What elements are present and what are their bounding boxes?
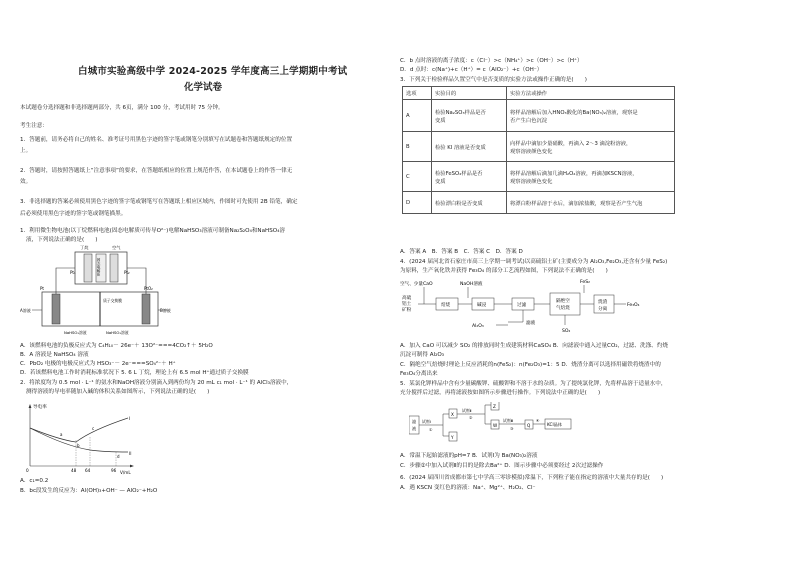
notice-line: 3．非选择题的答案必须使用黑色字迹的签字笔或钢笔写在答题纸上相应区域内，作图时可先使用 2B 铅笔，确定 <box>20 199 298 205</box>
table-cell <box>507 162 675 192</box>
q5-step4: ④ <box>536 418 540 423</box>
notice-line: 效。 <box>20 179 32 185</box>
q4-stem: 4．(2024 届河北省石家庄市高三上学期一调考试)以高硫铝土矿(主要成分为 Al₂O₃,Fe₂O₃,还含有少量 FeS₂) <box>400 259 668 265</box>
flow-filtrate: 滤液 <box>526 321 536 326</box>
flow-filter: 过滤 <box>517 303 527 308</box>
q4-stem: 为原料，生产氧化铁并获得 Fe₃O₄ 的部分工艺流程如图，下列说法不正确的是( ) <box>400 268 608 274</box>
table-cell <box>507 192 675 214</box>
q1-option-b: B．A 溶液是 NaHSO₄ 溶液 <box>20 352 89 358</box>
cell-line: 将漂白粉样品溶于水后，滴加浓盐酸，观察是否产生气泡 <box>510 200 643 207</box>
table-cell: A <box>403 100 432 132</box>
cell-line: 检验FeSO₄样品是否 <box>435 170 483 177</box>
table-cell: D <box>403 192 432 214</box>
notice-line: 2．答题时，请按照答题纸上“注意事项”的要求，在答题纸相应的位置上规范作答，在本试题卷上的作答一律无 <box>20 168 293 174</box>
q2-option-d: D．d 点时：c(Na⁺)+c（H⁺）= c（AlO₂⁻）+c（OH⁻） <box>400 67 543 73</box>
solid-electrolyte-label: 固态电解质 <box>97 258 101 276</box>
q4-option-line: 沉淀可制得 Al₂O₃ <box>400 352 445 358</box>
q5-stem: 充分搅拌后过滤，再将滤液按如图所示步骤进行操作。下列说法中正确的是( ) <box>400 390 601 396</box>
table-cell <box>432 192 507 214</box>
q3-table <box>402 86 675 214</box>
table-row <box>403 192 675 214</box>
point-label: b <box>77 443 80 448</box>
q5-step2: ② <box>469 415 473 420</box>
notice-line: 1．答题前，请务必将自己的姓名、准考证号用黑色字迹的签字笔或钢笔分别填写在试题卷和答题纸规定的位置 <box>20 137 293 143</box>
table-header-row <box>403 87 675 100</box>
chart-origin: 0 <box>26 468 29 473</box>
q4-option-cd: C．隔绝空气焙烧时理论上反应消耗的n(FeS₂)：n(Fe₂O₃)=1：5 D．烧渣分离可以选择用磁铁将烧渣中的 <box>400 362 661 368</box>
notice-line: 上。 <box>20 148 32 154</box>
q2-conductivity-chart <box>20 400 140 476</box>
flow-al2o3: Al₂O₃ <box>472 324 484 329</box>
q5-option-ab: A．常温下起始滤液的pH=7 B．试剂Ⅰ为 Ba(NO₃)₂溶液 <box>400 453 538 459</box>
cell-line: 变质 <box>435 178 446 185</box>
q5-q: Q <box>527 423 531 428</box>
q5-w: W <box>493 423 498 428</box>
cell-line: 检验Na₂SO₃样品是否 <box>435 109 486 116</box>
q5-filtrate: 液 <box>412 426 417 431</box>
flow-naoh: NaOH溶液 <box>460 282 483 287</box>
membrane-label: 质子交换膜 <box>103 298 122 303</box>
table-row <box>403 100 675 132</box>
q6-option-a: A．遇 KSCN 变红色的溶液：Na⁺、Mg²⁺、H₂O₂、Cl⁻ <box>400 485 536 491</box>
flow-alkali: 碱浸 <box>477 303 487 308</box>
q1-stem: 液，下列说法正确的是( ) <box>26 237 98 243</box>
cell-line: 变质 <box>435 117 446 124</box>
table-cell <box>432 100 507 132</box>
pt-left-label: Pt <box>40 286 44 291</box>
q2-option-c: C．b 点时溶液的离子浓度：c（Cl⁻）>c（NH₄⁺）>c（OH⁻）>c（H⁺） <box>400 58 583 64</box>
table-header: 实验方法或操作 <box>507 87 675 100</box>
point-label: a <box>60 432 63 437</box>
flow-separate: 分离 <box>598 307 608 312</box>
q5-reagent2: 试剂Ⅱ <box>462 408 472 413</box>
q1-option-c: C．PbO₂ 电极的电极反应式为 HSO₃⁻－ 2e⁻===SO₄²⁻＋ H⁺ <box>20 361 176 367</box>
cell-line: 向样品中滴加少量硝酸，再滴入 2～3 滴淀粉溶液， <box>510 140 632 147</box>
chart-tick: 48 <box>71 468 77 473</box>
table-cell <box>507 132 675 162</box>
q1-stem: 1．利用微生物电池(以丁烷燃料电池(固态电解质可传导O²⁻)电解NaHSO₃溶液可制备Na₂S₂O₄和NaHSO₄溶 <box>20 228 286 234</box>
q1-electrolysis-figure <box>20 244 180 340</box>
exam-intro: 本试题卷分选择题和非选择题两部分，共 6页，满分 100 分，考试用时 75 分钟。 <box>20 105 224 111</box>
flow-so2: SO₂ <box>562 329 571 334</box>
curve-i <box>30 416 131 442</box>
q4-process-flow <box>400 277 660 339</box>
cell-line: 观察溶液颜色变化 <box>510 148 553 155</box>
q5-step1: ① <box>429 427 433 432</box>
chart-x-label: V/mL <box>120 470 131 475</box>
b-solution-label: B溶液 <box>160 308 171 313</box>
cell-line: 检验漂白粉是否变质 <box>435 200 483 207</box>
pt-right-label: PtO₂ <box>144 286 153 291</box>
chart-y-label: 导电率 <box>33 405 47 410</box>
flow-ore: 矿粉 <box>402 308 412 313</box>
table-cell: C <box>403 162 432 192</box>
q5-purification-flow <box>409 402 579 448</box>
chart-tick: 96 <box>111 468 117 473</box>
q5-stem: 5．某氯化钾样品中含有少量碳酸钾、硫酸钾和不溶于水的杂质。为了提纯氯化钾，先将样品溶于适量水中， <box>400 381 667 387</box>
flow-isolate: 气焙烧 <box>556 306 570 311</box>
cell-line: 否产生白色沉淀 <box>510 117 548 124</box>
table-row <box>403 162 675 192</box>
point-label: d <box>117 454 120 459</box>
q6-stem: 6．(2024 届四川省成都市第七中学高三零诊模拟)常温下，下列粒子能在指定的溶液中大量共存的是( ) <box>400 475 664 481</box>
cell-line: 将样品溶解后滴加几滴H₂O₂溶液，再滴加KSCN溶液， <box>510 170 638 177</box>
q5-step3: ③ <box>510 426 514 431</box>
q5-option-cd: C．步骤②中加入试剂Ⅱ的目的是除去Ba²⁺ D．图示步骤中必须要经过 2次过滤操作 <box>400 463 604 469</box>
air-label: 空气 <box>112 245 121 250</box>
flow-input-top: 空气、少量CaO <box>400 282 433 287</box>
cell-line: 检验 KI 溶液是否变质 <box>435 144 486 151</box>
pt2-label: Pt₂ <box>124 270 130 275</box>
flow-separate: 烧渣 <box>598 300 608 305</box>
a-solution-label: A溶液 <box>20 308 31 313</box>
point-label: c <box>92 426 95 431</box>
curve-label: I <box>129 416 131 421</box>
q2-stem: 测得溶液的导电率随加入碱的体积关系如图所示，下列说法正确的是( ) <box>26 389 210 395</box>
q5-reagent3: 试剂Ⅲ <box>503 418 514 423</box>
q5-x: X <box>451 412 454 417</box>
q5-reagent1: 试剂Ⅰ <box>422 419 431 424</box>
table-cell <box>432 132 507 162</box>
q5-filtrate: 滤 <box>412 419 417 424</box>
q3-stem: 3．下列关于检验样品久置空气中是否变质的实验方法或操作正确的是( ) <box>400 77 587 83</box>
cell-line: 将样品溶解后加入HNO₃酸化的Ba(NO₃)₂溶液，观察是 <box>510 109 638 116</box>
bottom-solution-right: NaHSO₃溶液 <box>106 330 129 335</box>
bottom-solution-left: NaHSO₃溶液 <box>64 330 87 335</box>
pt1-label: Pt₁ <box>70 270 76 275</box>
q4-option-ab: A．加入 CaO 可以减少 SO₂ 的排放同时生成建筑材料CaSO₄ B．向滤液中通入过量CO₂，过滤、洗涤、灼烧 <box>400 343 668 349</box>
q4-option-line: Fe₃O₄分离出来 <box>400 371 438 377</box>
table-row <box>403 132 675 162</box>
table-cell <box>432 162 507 192</box>
q5-product: KCl晶体 <box>547 422 562 427</box>
table-header: 实验目的 <box>432 87 507 100</box>
curve-label: II <box>129 451 132 456</box>
notice-line: 后必须使用黑色字迹的签字笔或钢笔描黑。 <box>20 211 127 217</box>
q1-option-d: D．若该燃料电池工作时消耗标准状况下 5. 6 L 丁烷，理论上有 6.5 mol H⁺通过质子交换膜 <box>20 370 249 376</box>
q2-option-a: A．c₁=0.2 <box>20 478 49 484</box>
flow-ore: 高硫 <box>402 296 412 301</box>
flow-isolate: 隔绝空 <box>556 299 570 304</box>
butane-label: 丁烷 <box>80 245 89 250</box>
flow-fe3o4: Fe₃O₄ <box>627 303 640 308</box>
q2-option-b: B．bc段发生的反应为：Al(OH)₃+OH⁻ — AlO₂⁻+H₂O <box>20 488 158 494</box>
table-cell <box>507 100 675 132</box>
q1-option-a: A．该燃料电池的负极反应式为 C₄H₁₀－ 26e⁻＋ 13O²⁻===4CO₂↑＋ 5H₂O <box>20 343 213 349</box>
flow-fes2: FeS₂ <box>580 280 590 285</box>
table-cell: B <box>403 132 432 162</box>
q5-z: Z <box>493 404 496 409</box>
flow-roast: 焙烧 <box>441 303 451 308</box>
exam-title: 白城市实验高级中学 2024-2025 学年度高三上学期期中考试 <box>78 66 348 77</box>
cell-line: 观察溶液颜色变化 <box>510 178 553 185</box>
notice-heading: 考生注意： <box>20 123 48 129</box>
table-header: 选项 <box>403 87 432 100</box>
flow-ore: 铝土 <box>402 302 412 307</box>
q3-answers: A．答案 A B．答案 B C．答案 C D．答案 D <box>400 249 523 255</box>
q2-stem: 2．将浓度均为 0.5 mol · L⁻¹ 的氨水和NaOH溶液分别滴入到两份均为 20 mL c₁ mol · L⁻¹ 的 AlCl₃溶液中， <box>20 380 293 386</box>
chart-tick: 64 <box>85 468 91 473</box>
q5-y: Y <box>451 435 454 440</box>
exam-subject: 化学试卷 <box>184 82 223 93</box>
